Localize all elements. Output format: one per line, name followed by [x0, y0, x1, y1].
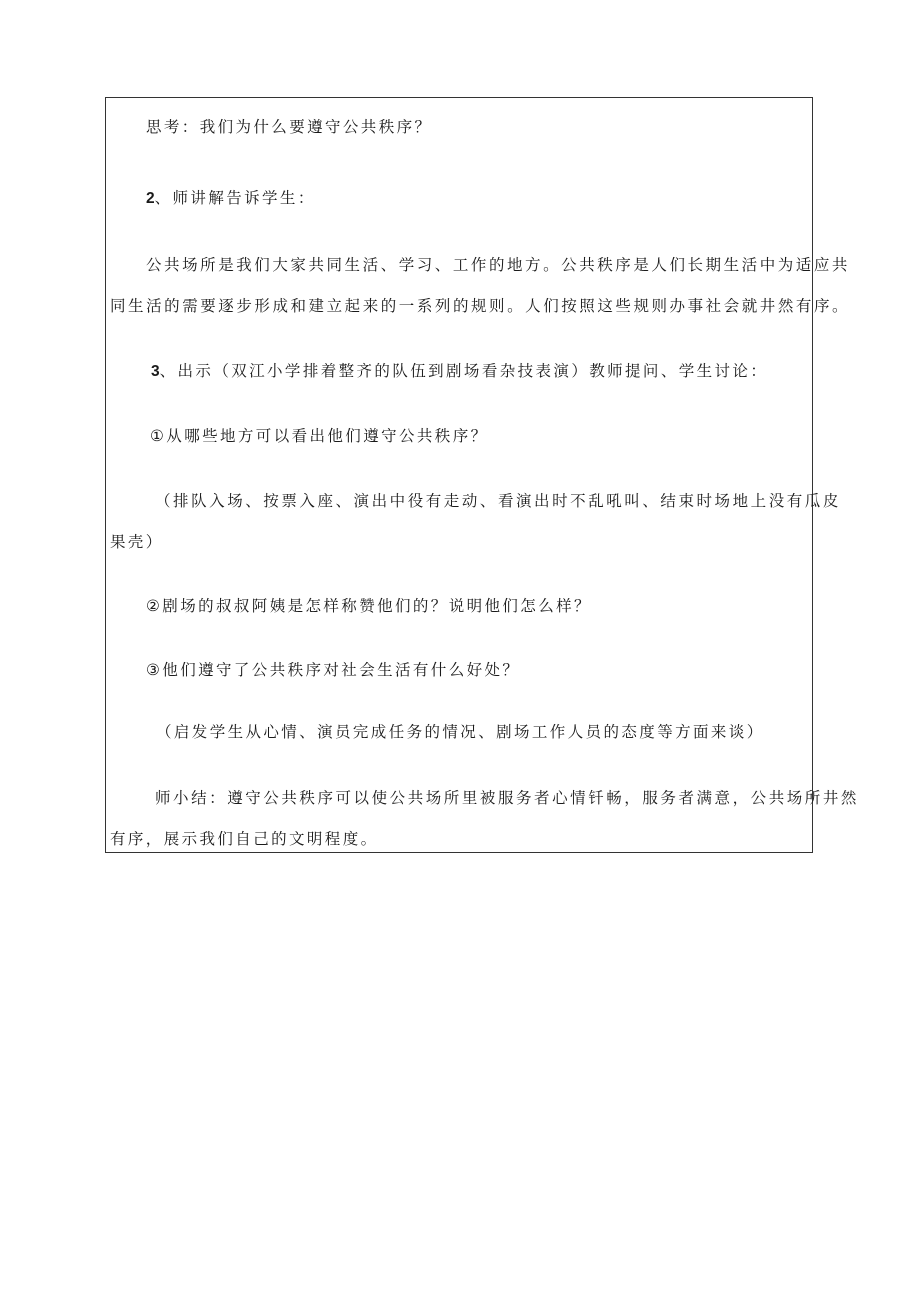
question-2: ②剧场的叔叔阿姨是怎样称赞他们的？说明他们怎么样？ [146, 597, 592, 615]
teacher-summary-line-1: 师小结：遵守公共秩序可以使公共场所里被服务者心情钎畅，服务者满意，公共场所井然 [155, 789, 859, 807]
teacher-summary-line-2: 有序，展示我们自己的文明程度。 [110, 830, 379, 848]
step-2-number: 2 [146, 190, 155, 207]
step-3-number: 3 [151, 363, 160, 380]
step-2-heading [146, 188, 316, 209]
public-place-paragraph-line-2: 同生活的需要逐步形成和建立起来的一系列的规则。人们按照这些规则办事社会就井然有序。 [110, 297, 851, 315]
public-place-paragraph-line-1: 公共场所是我们大家共同生活、学习、工作的地方。公共秩序是人们长期生活中为适应共 [146, 256, 850, 274]
step-3-heading [151, 361, 768, 382]
step-3-text: 、出示（双江小学排着整齐的队伍到剧场看杂技表演）教师提问、学生讨论： [159, 362, 769, 380]
answer-1-line-2: 果壳） [110, 533, 164, 551]
question-1: ①从哪些地方可以看出他们遵守公共秩序？ [150, 427, 489, 445]
think-question: 思考：我们为什么要遵守公共秩序？ [146, 118, 433, 136]
answer-3: （启发学生从心情、演员完成任务的情况、剧场工作人员的态度等方面来谈） [156, 723, 765, 741]
answer-1-line-1: （排队入场、按票入座、演出中役有走动、看演出时不乱吼叫、结束时场地上没有瓜皮 [155, 492, 841, 510]
question-3: ③他们遵守了公共秩序对社会生活有什么好处？ [146, 661, 521, 679]
step-2-text: 、师讲解告诉学生： [154, 189, 316, 207]
